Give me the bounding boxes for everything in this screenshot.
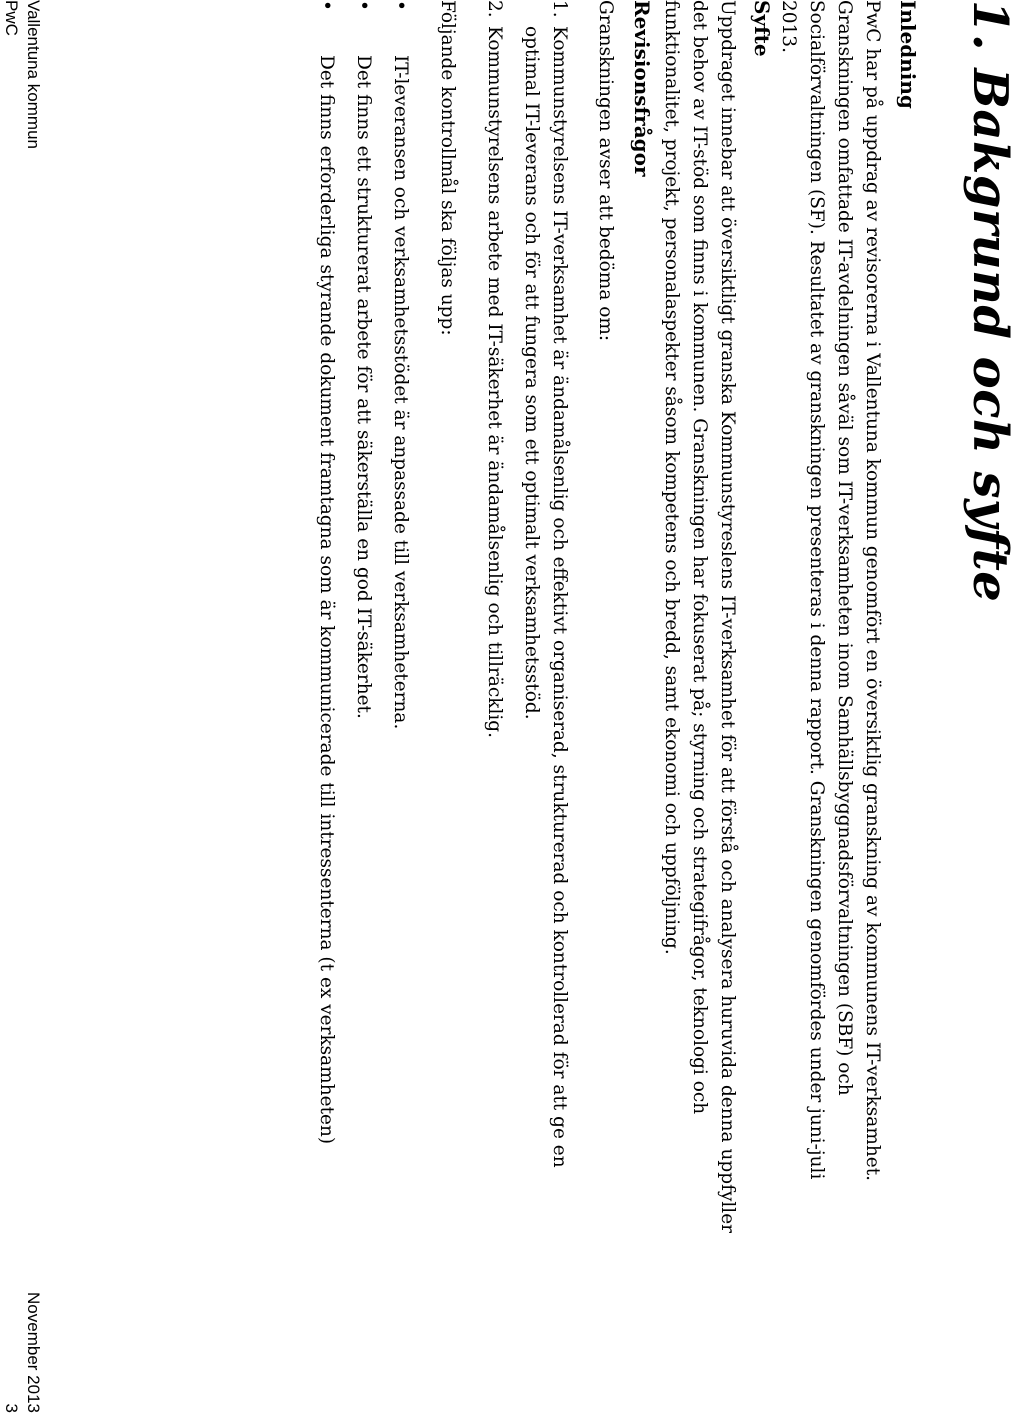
text-line: PwC har på uppdrag av revisorerna i Vallentuna kommun genomfört en översiktlig granskning av kommunens IT-verksamhet.	[862, 0, 883, 1182]
intro-text: Granskningen avser att bedöma om:	[595, 0, 616, 342]
numbered-list	[480, 0, 573, 1168]
list-item	[312, 0, 340, 1144]
text-line: Kommunstyrelsens IT-verksamhet är ändamålsenlig och effektivt organiserad, strukturerad och kontrollerad för att ge en	[549, 26, 570, 1168]
bullet-text: Det finns erforderliga styrande dokument framtagna som är kommunicerade till intressenterna (t ex verksamheten)	[316, 55, 337, 1145]
text-line: funktionalitet, projekt, personalaspekter såsom kompetens och bredd, samt ekonomi och uppföljning.	[661, 0, 682, 955]
list-item	[349, 0, 377, 1144]
heading-inledning: Inledning	[896, 0, 920, 109]
footer-left	[0, 0, 44, 149]
page-title: 1. Bakgrund och syfte	[962, 0, 1018, 603]
text-line: optimal IT-leverans och för att fungera som ett optimalt verksamhetsstöd.	[521, 26, 542, 720]
text-line: Uppdraget innebar att översiktligt granska Kommunstyreslens IT-verksamhet för att förstå och analysera huruvida denna uppfyller	[717, 0, 738, 1233]
text-line: Kommunstyrelsens arbete med IT-säkerhet är ändamålsenlig och tillräcklig.	[484, 26, 505, 739]
bullet-icon: •	[316, 0, 337, 11]
paragraph-syfte	[657, 0, 741, 1233]
text-line: Socialförvaltningen (SF). Resultatet av granskningen presenteras i denna rapport. Granskningen genomfördes under juni-juli	[806, 0, 827, 1180]
item-number: 1.	[549, 0, 570, 18]
footer-right	[0, 1292, 44, 1413]
bullet-text: Det finns ett strukturerat arbete för att säkerställa en god IT-säkerhet.	[353, 55, 374, 719]
list-item	[386, 0, 414, 1144]
list-item	[480, 0, 508, 1168]
bullet-icon: •	[390, 0, 411, 11]
footer-date: November 2013	[24, 1292, 43, 1413]
footer-page-number: 3	[2, 1403, 21, 1413]
text-line: det behov av IT-stöd som finns i kommunen. Granskningen har fokuserat på; styrning och strategifrågor, teknologi och	[689, 0, 710, 1115]
bullet-text: IT-leveransen och verksamhetsstödet är anpassade till verksamheterna.	[390, 55, 411, 730]
heading-syfte: Syfte	[750, 0, 774, 57]
item-number: 2.	[484, 0, 505, 18]
paragraph-inledning	[774, 0, 886, 1181]
bullet-icon: •	[353, 0, 374, 11]
list-item	[517, 0, 573, 1168]
text-line: 2013.	[778, 0, 799, 53]
text-line: Granskningen omfattade IT-avdelningen såväl som IT-verksamheten inom Samhällsbyggnadsförvaltningen (SBF) och	[834, 0, 855, 1096]
followup-text: Följande kontrollmål ska följas upp:	[437, 0, 458, 336]
heading-revisionsfragor: Revisionsfrågor	[630, 0, 654, 177]
bullet-list	[312, 0, 414, 1144]
footer-company: PwC	[2, 0, 21, 36]
footer-org: Vallentuna kommun	[24, 0, 43, 149]
